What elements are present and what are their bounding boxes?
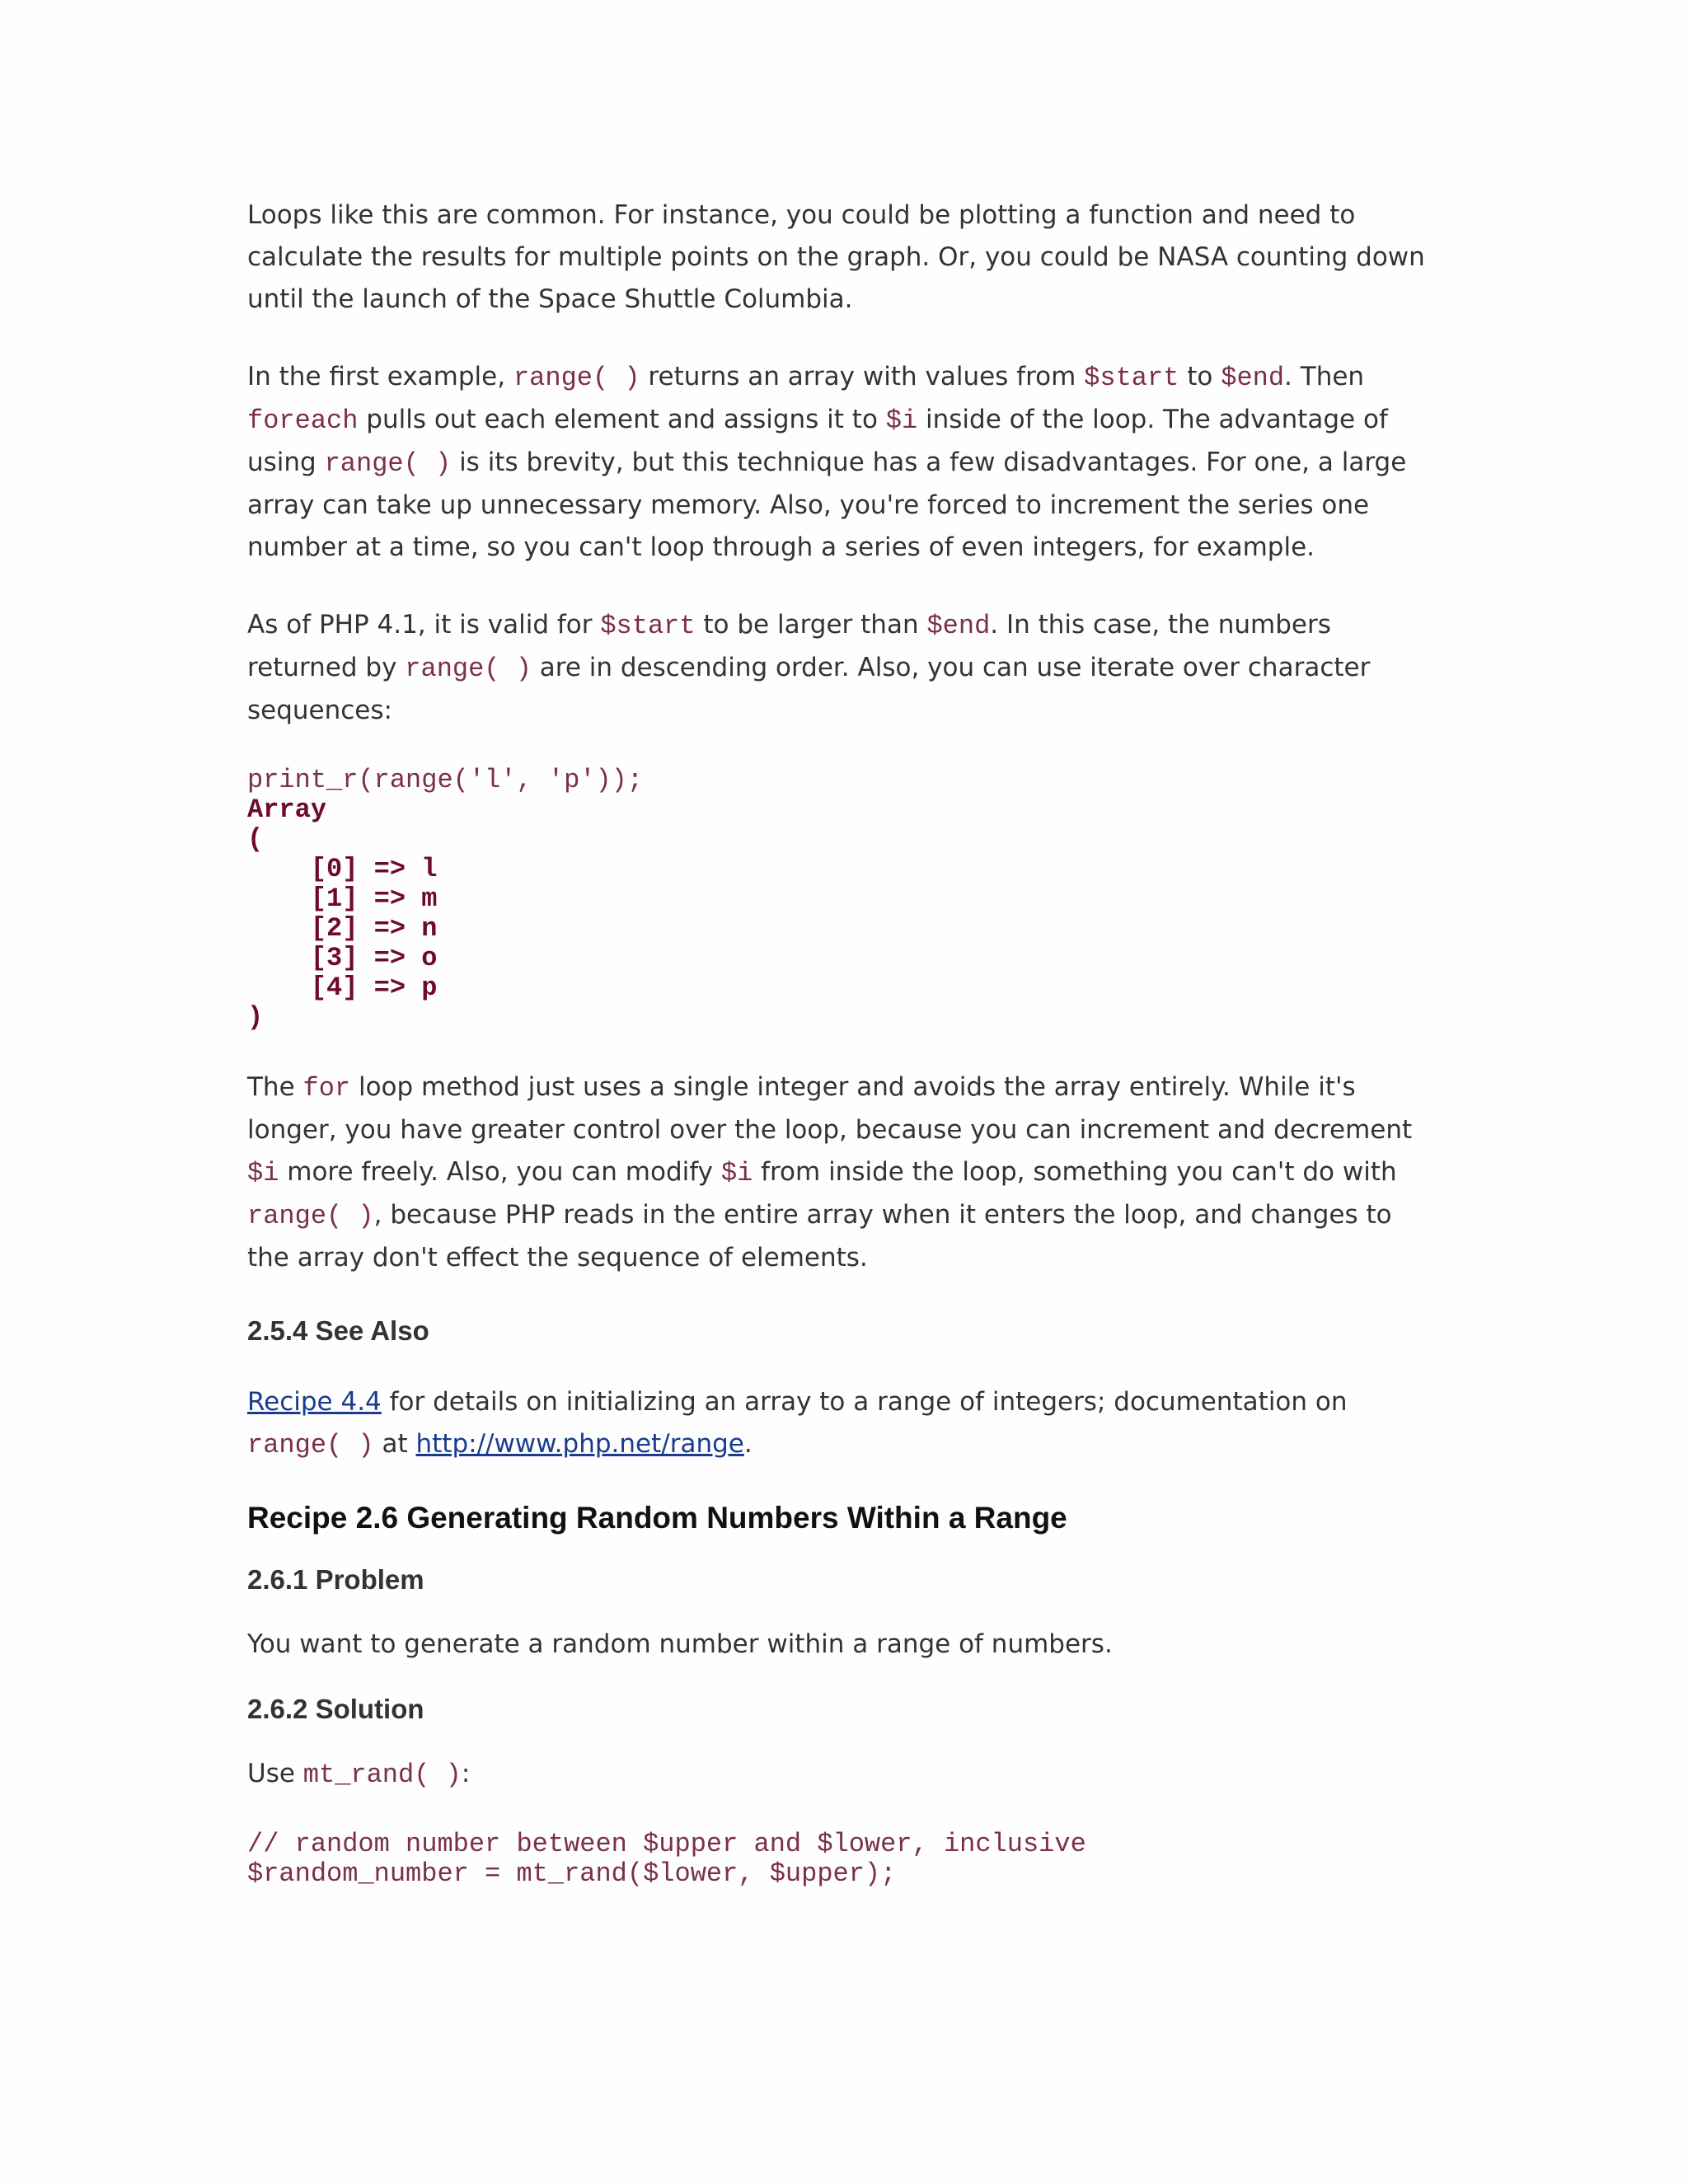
text: from inside the loop, something you can't do with <box>753 1157 1397 1187</box>
heading-problem: 2.6.1 Problem <box>247 1564 424 1595</box>
text: Use <box>247 1759 303 1788</box>
text: , because PHP reads in the entire array when it enters the loop, and changes to the array don't effect the sequence of elements. <box>247 1200 1392 1272</box>
link-php-range[interactable]: http://www.php.net/range <box>415 1429 744 1459</box>
paragraph-first-example <box>247 356 1441 569</box>
inline-code: $i <box>885 405 918 436</box>
text: pulls out each element and assigns it to <box>358 405 886 434</box>
heading-recipe-2-6: Recipe 2.6 Generating Random Numbers Within a Range <box>247 1501 1067 1535</box>
inline-code: range( ) <box>513 363 640 393</box>
inline-code: mt_rand( ) <box>302 1760 462 1790</box>
text: returns an array with values from <box>640 362 1085 391</box>
heading-see-also: 2.5.4 See Also <box>247 1315 429 1346</box>
inline-code: $i <box>247 1158 279 1188</box>
inline-code: foreach <box>247 405 359 436</box>
code-line: print_r(range('l', 'p')); <box>247 765 644 795</box>
text: to <box>1179 362 1221 391</box>
text: loop method just uses a single integer and avoids the array entirely. While it's longer, you have greater control over the loop, because you can increment and decrement <box>247 1072 1413 1145</box>
paragraph-see-also <box>247 1381 1441 1466</box>
link-recipe-4-4[interactable]: Recipe 4.4 <box>247 1387 382 1417</box>
paragraph-for-loop <box>247 1066 1441 1279</box>
text: . In this case, the numbers returned by <box>247 610 1331 682</box>
inline-code: $start <box>1084 363 1179 393</box>
paragraph-loops-common: Loops like this are common. For instance, you could be plotting a function and need to calculate the results for multiple points on the graph. Or, you could be NASA counting down until the launch of the Space Shuttle Columbia. <box>247 200 1425 314</box>
text: at <box>373 1429 416 1459</box>
inline-code: range( ) <box>405 654 532 684</box>
text: As of PHP 4.1, it is valid for <box>247 610 601 640</box>
paragraph-php41 <box>247 604 1441 732</box>
inline-code: $start <box>600 611 696 641</box>
text: more freely. Also, you can modify <box>279 1157 721 1187</box>
text: . Then <box>1284 362 1365 391</box>
inline-code: range( ) <box>247 1430 374 1460</box>
text: The <box>247 1072 303 1102</box>
inline-code: range( ) <box>324 448 452 479</box>
text: . <box>743 1429 753 1459</box>
inline-code: $i <box>720 1158 753 1188</box>
text: In the first example, <box>247 362 513 391</box>
text: for details on initializing an array to a range of integers; documentation on <box>381 1387 1348 1417</box>
paragraph-solution <box>247 1753 1441 1796</box>
code-block-mt-rand: // random number between $upper and $lower, inclusive $random_number = mt_rand($lower, $upper); <box>247 1829 1086 1889</box>
heading-solution: 2.6.2 Solution <box>247 1694 424 1724</box>
text: : <box>461 1759 471 1788</box>
text: is its brevity, but this technique has a few disadvantages. For one, a large array can take up unnecessary memory. Also, you're forced to increment the series one number at a time, so you can't loop through a series of even integers, for example. <box>247 448 1407 562</box>
text: to be larger than <box>695 610 927 640</box>
text: inside of the loop. The advantage of using <box>247 405 1388 477</box>
paragraph-problem: You want to generate a random number within a range of numbers. <box>247 1629 1113 1659</box>
text: are in descending order. Also, you can use iterate over character sequences: <box>247 653 1371 725</box>
inline-code: for <box>302 1073 351 1104</box>
inline-code: $end <box>1221 363 1285 393</box>
code-block-print-r <box>247 766 1441 1033</box>
inline-code: range( ) <box>247 1201 374 1231</box>
code-output: Array ( [0] => l [1] => m [2] => n [3] => o [4] => p ) <box>247 794 438 1033</box>
inline-code: $end <box>926 611 991 641</box>
